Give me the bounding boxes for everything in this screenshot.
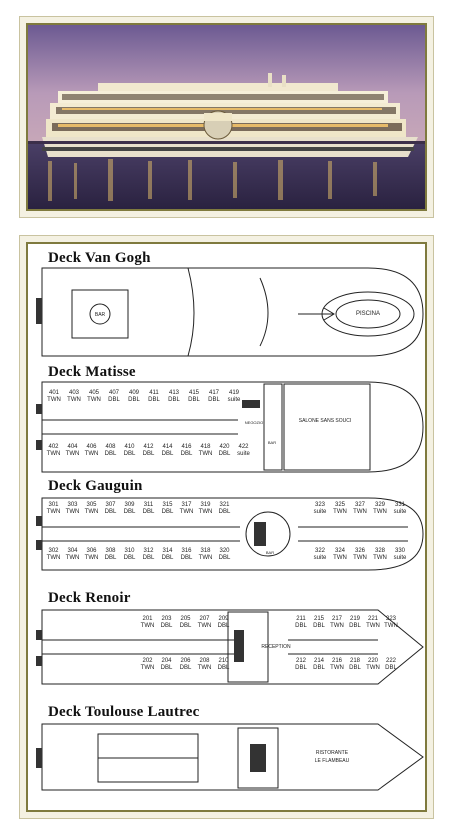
cabin-410: 410 DBL [123,444,136,457]
cabin-406: 406 TWN [84,444,99,457]
cabin-404: 404 TWN [65,444,80,457]
cabin-322: 322 suite [313,548,327,561]
deck-title-toulouse-lautrec: Deck Toulouse Lautrec [48,704,200,720]
cabin-211: 211 DBL [295,616,307,629]
cabin-417: 417 DBL [208,390,220,403]
salone-label: SALONE SANS SOUCI [298,418,352,424]
ship-photo-image [28,25,425,209]
ristorante-label: RISTORANTE [315,750,349,756]
deck-title-van-gogh: Deck Van Gogh [48,250,151,266]
ship-photo [26,23,427,211]
cabin-418: 418 TWN [198,444,213,457]
cabin-220: 220 TWN [366,658,380,671]
cabin-402: 402 TWN [46,444,61,457]
cabin-405: 405 TWN [87,390,101,403]
cabin-407: 407 DBL [108,390,120,403]
cabin-219: 219 DBL [349,616,361,629]
cabin-202: 202 TWN [140,658,155,671]
cabin-310: 310 DBL [123,548,136,561]
cabin-411: 411 DBL [148,390,160,403]
cabin-409: 409 DBL [128,390,140,403]
cabin-328: 328 TWN [373,548,387,561]
cabin-307: 307 DBL [104,502,117,515]
cabin-320: 320 DBL [218,548,231,561]
cabin-218: 218 DBL [349,658,361,671]
cabin-326: 326 TWN [353,548,367,561]
deck-plan-drawings [28,244,425,810]
cabin-325: 325 TWN [333,502,347,515]
cabin-316: 316 DBL [180,548,193,561]
cabin-412: 412 DBL [142,444,155,457]
matisse-bar-label: BAR [267,440,277,445]
cabin-214: 214 DBL [313,658,325,671]
deck-title-renoir: Deck Renoir [48,590,131,606]
cabin-207: 207 TWN [197,616,212,629]
cabin-314: 314 DBL [161,548,174,561]
cabin-212: 212 DBL [295,658,307,671]
flambeau-label: LE FLAMBEAU [314,758,350,764]
cabin-217: 217 TWN [330,616,344,629]
cabin-304: 304 TWN [65,548,80,561]
cabin-204: 204 DBL [160,658,173,671]
cabin-215: 215 DBL [313,616,325,629]
cabin-408: 408 DBL [104,444,117,457]
cabin-221: 221 TWN [366,616,380,629]
cabin-315: 315 DBL [161,502,174,515]
deck-title-matisse: Deck Matisse [48,364,136,380]
cabin-312: 312 DBL [142,548,155,561]
cabin-401: 401 TWN [47,390,61,403]
cabin-414: 414 DBL [161,444,174,457]
cabin-416: 416 DBL [180,444,193,457]
cabin-403: 403 TWN [67,390,81,403]
cabin-301: 301 TWN [46,502,61,515]
cabin-306: 306 TWN [84,548,99,561]
cabin-323: 323 suite [313,502,327,515]
cabin-201: 201 TWN [140,616,155,629]
photo-frame [19,16,434,218]
cabin-208: 208 TWN [197,658,212,671]
cabin-305: 305 TWN [84,502,99,515]
cabin-223: 223 TWN [384,616,398,629]
cabin-331: 331 suite [393,502,407,515]
cabin-302: 302 TWN [46,548,61,561]
cabin-205: 205 DBL [179,616,192,629]
cabin-415: 415 DBL [188,390,200,403]
cabin-329: 329 TWN [373,502,387,515]
deck-plan-frame [19,235,434,819]
cabin-317: 317 TWN [179,502,194,515]
reception-label: RECEPTION [261,644,291,650]
cabin-206: 206 DBL [179,658,192,671]
cabin-327: 327 TWN [353,502,367,515]
cabin-308: 308 DBL [104,548,117,561]
cabin-422: 422 suite [237,444,250,457]
cabin-419: 419 suite [227,390,241,403]
cabin-209: 209 DBL [217,616,230,629]
cabin-203: 203 DBL [160,616,173,629]
bar-label: BAR [94,312,106,318]
cabin-309: 309 DBL [123,502,136,515]
negozio-label: NEGOZIO [244,420,264,425]
pool-label: PISCINA [355,311,380,317]
cabin-311: 311 DBL [142,502,155,515]
deck-plans [26,242,427,812]
cabin-330: 330 suite [393,548,407,561]
cabin-413: 413 DBL [168,390,180,403]
cabin-210: 210 DBL [217,658,230,671]
cabin-321: 321 DBL [218,502,231,515]
gauguin-bar-label: BAR [265,550,275,555]
cabin-216: 216 TWN [330,658,344,671]
cabin-324: 324 TWN [333,548,347,561]
deck-title-gauguin: Deck Gauguin [48,478,143,494]
cabin-420: 420 DBL [218,444,231,457]
cabin-319: 319 TWN [198,502,213,515]
cabin-222: 222 DBL [385,658,397,671]
cabin-303: 303 TWN [65,502,80,515]
cabin-318: 318 TWN [198,548,213,561]
